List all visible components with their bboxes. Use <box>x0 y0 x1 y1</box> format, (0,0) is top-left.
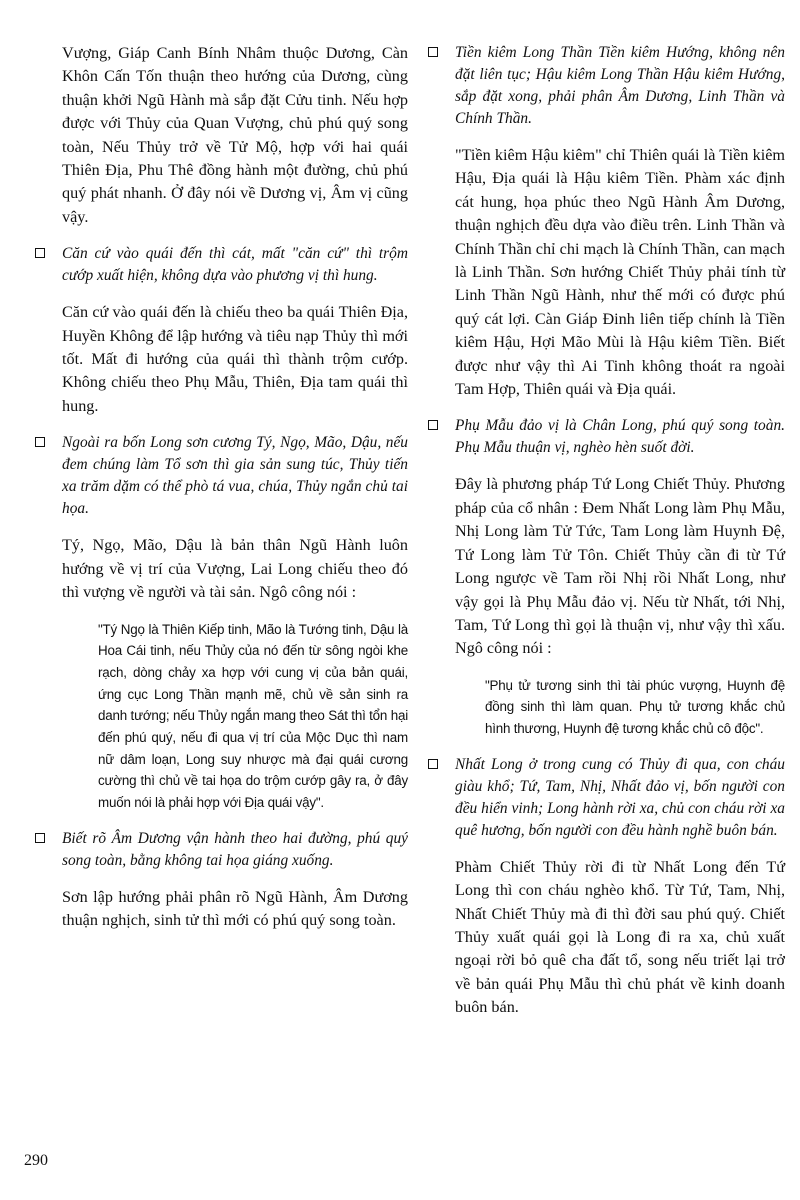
paragraph: Phàm Chiết Thủy rời đi từ Nhất Long đến Tứ Long thì con cháu nghèo khổ. Từ Tứ, Tam, Nhị, Nhất Chiết Thủy mà đi thì đời sau phú quý. Chiết Thủy xuất quái gọi là Long đi ra xa, chủ xuất ngoại rời bỏ quê cha đất tổ, song nếu triết lại trở về bản quái Phụ Mẫu thì chủ phát về kinh doanh buôn bán. <box>455 857 785 1017</box>
bullet-text: Biết rõ Âm Dương vận hành theo hai đường, phú quý song toàn, bằng không tai họa giáng xuống. <box>62 829 408 869</box>
paragraph: Vượng, Giáp Canh Bính Nhâm thuộc Dương, Càn Khôn Cấn Tốn thuận theo hướng của Dương, cùng thuận khởi Ngũ Hành mà sắp đặt Cửu tinh. Nếu hợp được với Thủy của Quan Vượng, chủ phú quý song toàn, Nếu Thủy trở về Tử Mộ, hợp với hai quái Thiên Địa, Phu Thê đồng hành một đường, chủ phú quý phát nhanh. Ở đây nói về Dương vị, Âm vị cũng vậy. <box>62 44 408 226</box>
bullet-item <box>62 828 408 872</box>
bullet-text: Tiền kiêm Long Thần Tiền kiêm Hướng, không nên đặt liên tục; Hậu kiêm Long Thần Hậu kiêm Hướng, sắp đặt xong, phải phân Âm Dương, Linh Thần và Chính Thần. <box>455 44 785 127</box>
checkbox-square-icon <box>428 759 438 769</box>
page-number: 290 <box>24 1152 48 1169</box>
right-column <box>455 42 785 1034</box>
left-column <box>62 42 408 947</box>
bullet-item <box>62 243 408 287</box>
bullet-item <box>455 42 785 130</box>
checkbox-square-icon <box>35 248 45 258</box>
paragraph: Sơn lập hướng phải phân rõ Ngũ Hành, Âm Dương thuận nghịch, sinh tử thì mới có phú quý song toàn. <box>62 887 408 930</box>
paragraph: Tý, Ngọ, Mão, Dậu là bản thân Ngũ Hành luôn hướng về vị trí của Vượng, Lai Long chiếu theo đó thì vượng về người và tài sản. Ngô công nói : <box>62 536 408 602</box>
checkbox-square-icon <box>35 437 45 447</box>
bullet-item <box>455 754 785 842</box>
bullet-text: Nhất Long ở trong cung có Thủy đi qua, con cháu giàu khổ; Tứ, Tam, Nhị, Nhất đảo vị, bốn người con đều hiển vinh; Long hành rời xa, chủ con cháu rời xa quê hương, bốn người con đều hành nghề buôn bán. <box>455 755 785 839</box>
paragraph: Căn cứ vào quái đến là chiếu theo ba quái Thiên Địa, Huyền Không để lập hướng và tiêu nạp Thủy thì mới tốt. Mất đi hướng của quái thì thành trộm cướp. Không chiếu theo Phụ Mẫu, Thiên, Địa tam quái thì hung. <box>62 303 408 415</box>
checkbox-square-icon <box>35 833 45 843</box>
bullet-text: Căn cứ vào quái đến thì cát, mất "căn cứ" thì trộm cướp xuất hiện, không dựa vào phương vị thì hung. <box>62 245 408 285</box>
bullet-text: Phụ Mẫu đảo vị là Chân Long, phú quý song toàn. Phụ Mẫu thuận vị, nghèo hèn suốt đời. <box>455 417 785 457</box>
bullet-item <box>455 415 785 459</box>
paragraph: "Tiền kiêm Hậu kiêm" chỉ Thiên quái là Tiền kiêm Hậu, Địa quái là Hậu kiêm Tiền. Phàm xác định cát hung, họa phúc theo Ngũ Hành Âm Dương, thuận nghịch đều dựa vào điều trên. Linh Thần và Chính Thần chỉ chi mạch là Chính Thần, can mạch là Linh Thần. Sơn hướng Chiết Thủy phải tính từ Linh Thần Ngũ Hành, như thế mới có được phú quý cát lợi. Càn Giáp Đinh liên tiếp chính là Tiền kiêm Hậu, Hợi Mão Mùi là Hậu kiêm Tiền. Biết được như vậy thì Ai Tinh không thoát ra ngoài Tam Hợp, Thiên quái và Địa quái. <box>455 146 785 399</box>
checkbox-square-icon <box>428 420 438 430</box>
checkbox-square-icon <box>428 47 438 57</box>
block-quote: "Tý Ngọ là Thiên Kiếp tinh, Mão là Tướng tinh, Dậu là Hoa Cái tinh, nếu Thủy của nó đến từ sông ngòi khe rạch, dòng chảy xa hợp với cung vị của bản quái, ứng cục Long Thần mạnh mẽ, chủ về sản sinh ra danh tướng; nếu Thủy ngắn mang theo Sát thì tổn hại đến phú quý, nếu đi qua vị trí của Mộc Dục thì nam nữ dâm loạn, Long suy nhược mà đại quái cương cường thì chủ về tai họa do trộm cướp gây ra, ở đây muốn nói là phải hợp với Địa quái vậy". <box>98 621 408 811</box>
bullet-item <box>62 432 408 520</box>
block-quote: "Phụ tử tương sinh thì tài phúc vượng, Huynh đệ đồng sinh thì làm quan. Phụ tử tương khắc chủ hình thương, Huynh đệ tương khắc chủ cô độc". <box>485 677 785 737</box>
paragraph: Đây là phương pháp Tứ Long Chiết Thủy. Phương pháp của cổ nhân : Đem Nhất Long làm Phụ Mẫu, Nhị Long làm Tử Tức, Tam Long làm Huynh Đệ, Tứ Long làm Tử Tôn. Chiết Thủy cần đi từ Tứ Long ngược về Tam rồi Nhị rồi Nhất Long, như vậy gọi là Phụ Mẫu đảo vị. Nếu từ Nhất, tới Nhị, Tam, Tứ Long thì gọi là thuận vị, như vậy thì xấu. Ngô công nói : <box>455 475 785 658</box>
bullet-text: Ngoài ra bốn Long sơn cương Tý, Ngọ, Mão, Dậu, nếu đem chúng làm Tổ sơn thì gia sản sung túc, Thủy tiến xa trăm dặm có thể phò tá vua, chúa, Thủy ngắn chủ tai họa. <box>62 434 408 518</box>
